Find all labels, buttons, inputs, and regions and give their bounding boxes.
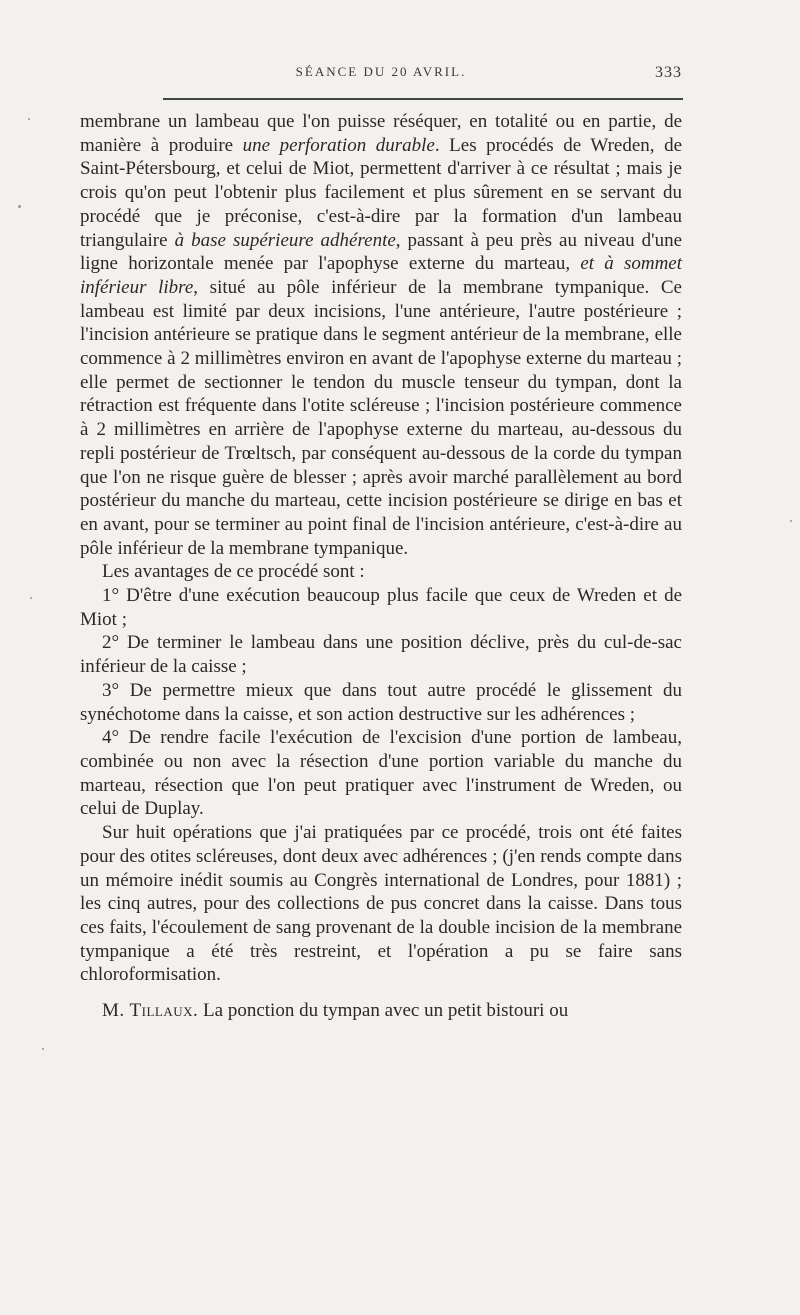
paper-speck <box>790 520 792 522</box>
paragraph-tillaux <box>80 999 682 1023</box>
paragraph-operations: Sur huit opérations que j'ai pratiquées par ce procédé, trois ont été faites pour des otites scléreuses, dont deux avec adhérences ; (j'en rends compte dans un mémoire inédit soumis au Congrès international de Londres, pour 1881) ; les cinq autres, pour des collections de pus concret dans la caisse. Dans tous ces faits, l'écoulement de sang provenant de la double incision de la membrane tympanique a été très restreint, et l'opération a pu se faire sans chloroformisation. <box>80 822 682 986</box>
paragraph-procedure <box>80 110 682 560</box>
paragraph-text: membrane un lambeau que l'on puisse réséquer, en totalité ou en partie, de manière à produire <box>80 111 682 156</box>
page-number: 333 <box>655 64 682 81</box>
paragraph-advantages-intro: Les avantages de ce procédé sont : <box>102 561 365 583</box>
running-head: SÉANCE DU 20 AVRIL. <box>295 64 467 79</box>
paper-speck <box>28 118 30 120</box>
page-body <box>80 110 682 1023</box>
header-rule <box>163 98 683 100</box>
paper-speck <box>18 205 21 208</box>
paragraph-text: , situé au pôle inférieur de la membrane tympanique. Ce lambeau est limité par deux incisions, l'une antérieure, l'autre postérieure ; l'incision antérieure se pratique dans le segment antérieur de la membrane, elle commence à 2 millimètres environ en avant de l'apophyse externe du marteau ; elle permet de sectionner le tendon du muscle tenseur du tympan, dont la rétraction est fréquente dans l'otite scléreuse ; l'incision postérieure commence à 2 millimètres en arrière de l'apophyse externe du marteau, au-dessous du repli postérieur de Trœltsch, par conséquent au-dessous de la corde du tympan que l'on ne risque guère de blesser ; après avoir marché parallèlement au bord postérieur du manche du marteau, cette incision postérieure se dirige en bas et en avant, pour se terminer au point final de l'incision antérieure, c'est-à-dire au pôle inférieur de la membrane tympanique. <box>80 276 682 559</box>
list-item: 4° De rendre facile l'exécution de l'excision d'une portion de lambeau, combinée ou non avec la résection d'une portion variable du manche du marteau, résection que l'on peut pratiquer avec l'instrument de Wreden, ou celui de Duplay. <box>80 727 682 820</box>
paper-speck <box>30 597 32 599</box>
paragraph-text: , passant à peu près au niveau d'une ligne horizontale menée par l'apophyse externe du marteau, <box>80 229 682 275</box>
list-item: 2° De terminer le lambeau dans une position déclive, près du cul-de-sac inférieur de la caisse ; <box>80 632 682 678</box>
italic-term: une perforation durable <box>242 134 435 156</box>
list-item: 1° D'être d'une exécution beaucoup plus facile que ceux de Wreden et de Miot ; <box>80 585 682 630</box>
speaker-name: M. Tillaux. <box>102 1000 199 1022</box>
page-header <box>80 62 682 92</box>
paragraph-text: La ponction du tympan avec un petit bistouri ou <box>198 1000 569 1022</box>
list-item: 3° De permettre mieux que dans tout autre procédé le glissement du synéchotome dans la caisse, et son action destructive sur les adhérences ; <box>80 679 682 725</box>
paragraph-text: . Les procédés de Wreden, de Saint-Pétersbourg, et celui de Miot, permettent d'arriver à ce résultat ; mais je crois qu'on peut l'obtenir plus facilement et plus sûrement en se servant du procédé que je préconise, c'est-à-dire par la formation d'un lambeau triangulaire <box>80 134 682 251</box>
italic-term: et à sommet inférieur libre <box>80 253 683 298</box>
italic-term: à base supérieure adhérente <box>174 229 396 251</box>
paper-speck <box>42 1048 44 1050</box>
